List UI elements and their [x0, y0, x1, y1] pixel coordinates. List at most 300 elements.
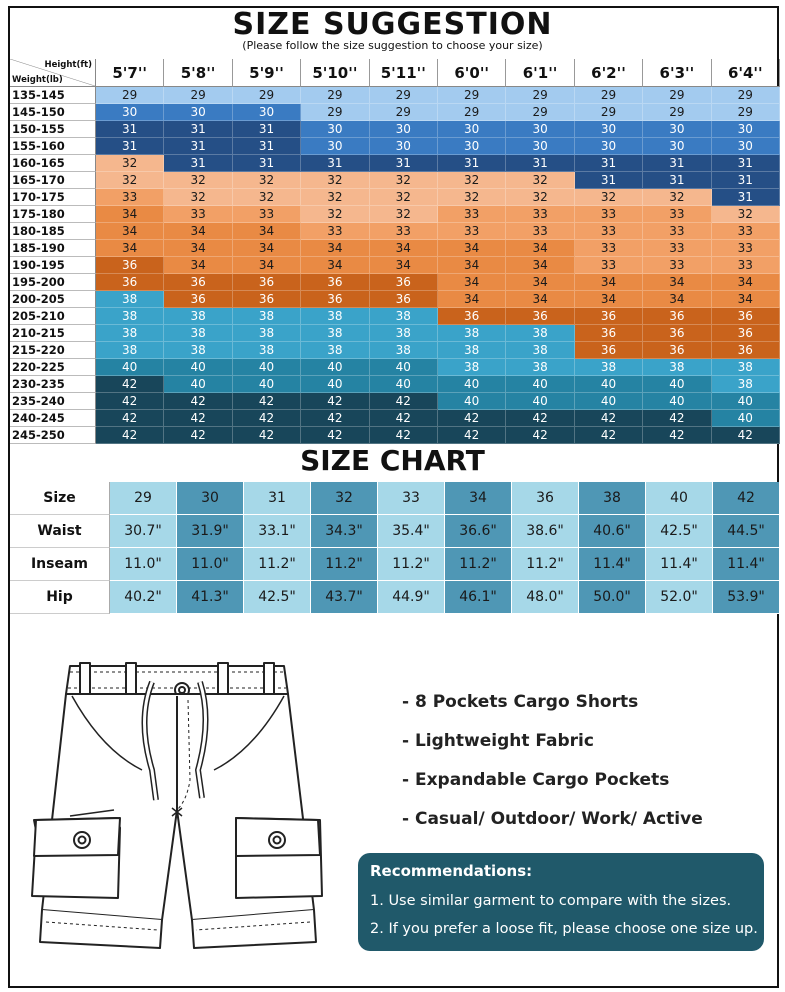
size-cell: 32 [164, 172, 232, 189]
size-cell: 30 [575, 121, 643, 138]
size-cell: 29 [96, 87, 164, 104]
size-cell: 31 [164, 155, 232, 172]
size-cell: 38 [233, 308, 301, 325]
size-cell: 36 [370, 291, 438, 308]
size-cell: 34 [643, 274, 711, 291]
size-cell: 32 [301, 172, 369, 189]
chart-cell: 11.2" [378, 548, 445, 581]
size-cell: 36 [164, 274, 232, 291]
size-cell: 34 [712, 274, 780, 291]
size-cell: 40 [575, 376, 643, 393]
size-cell: 40 [301, 359, 369, 376]
size-cell: 31 [575, 172, 643, 189]
size-cell: 29 [370, 87, 438, 104]
size-cell: 36 [506, 308, 574, 325]
chart-cell: 46.1" [445, 581, 512, 614]
size-cell: 40 [506, 393, 574, 410]
size-cell: 38 [164, 342, 232, 359]
chart-row-label: Inseam [10, 548, 110, 581]
size-cell: 42 [643, 427, 711, 444]
size-cell: 31 [96, 121, 164, 138]
height-header: 6'2'' [575, 59, 643, 87]
size-cell: 34 [370, 257, 438, 274]
size-cell: 38 [301, 308, 369, 325]
size-cell: 33 [643, 257, 711, 274]
size-cell: 33 [506, 206, 574, 223]
size-cell: 30 [643, 121, 711, 138]
size-cell: 42 [96, 393, 164, 410]
weight-row-label: 155-160 [10, 138, 96, 155]
size-cell: 31 [712, 189, 780, 206]
size-cell: 33 [575, 206, 643, 223]
size-cell: 34 [506, 291, 574, 308]
size-cell: 42 [301, 393, 369, 410]
weight-row-label: 215-220 [10, 342, 96, 359]
size-cell: 32 [643, 189, 711, 206]
size-cell: 40 [712, 393, 780, 410]
weight-row-label: 205-210 [10, 308, 96, 325]
size-cell: 42 [712, 427, 780, 444]
size-cell: 36 [712, 308, 780, 325]
height-header: 6'4'' [712, 59, 780, 87]
size-cell: 36 [575, 325, 643, 342]
size-cell: 40 [506, 376, 574, 393]
size-cell: 42 [643, 410, 711, 427]
recommendations-box [358, 853, 764, 951]
size-cell: 38 [575, 359, 643, 376]
size-cell: 40 [438, 376, 506, 393]
size-cell: 29 [575, 87, 643, 104]
size-cell: 38 [96, 308, 164, 325]
size-cell: 33 [506, 223, 574, 240]
size-cell: 30 [506, 121, 574, 138]
chart-cell: 11.2" [445, 548, 512, 581]
size-cell: 31 [643, 155, 711, 172]
chart-row-label: Hip [10, 581, 110, 614]
size-cell: 42 [96, 410, 164, 427]
size-cell: 40 [233, 376, 301, 393]
chart-cell: 40.6" [579, 515, 646, 548]
chart-cell: 44.5" [713, 515, 780, 548]
size-cell: 34 [96, 223, 164, 240]
size-cell: 32 [370, 206, 438, 223]
size-cell: 32 [438, 189, 506, 206]
size-suggestion-title: SIZE SUGGESTION [232, 7, 553, 42]
size-cell: 33 [712, 257, 780, 274]
size-cell: 40 [712, 410, 780, 427]
size-cell: 29 [233, 87, 301, 104]
chart-cell: 11.4" [579, 548, 646, 581]
chart-cell: 40 [646, 482, 713, 515]
weight-row-label: 200-205 [10, 291, 96, 308]
size-cell: 42 [438, 427, 506, 444]
size-cell: 34 [438, 291, 506, 308]
size-cell: 30 [96, 104, 164, 121]
size-cell: 38 [506, 359, 574, 376]
size-cell: 40 [164, 359, 232, 376]
size-cell: 38 [370, 308, 438, 325]
size-cell: 40 [301, 376, 369, 393]
size-cell: 33 [438, 206, 506, 223]
chart-cell: 34.3" [311, 515, 378, 548]
weight-row-label: 135-145 [10, 87, 96, 104]
chart-cell: 31 [244, 482, 311, 515]
size-cell: 29 [506, 87, 574, 104]
size-cell: 29 [643, 104, 711, 121]
size-cell: 34 [370, 240, 438, 257]
size-cell: 42 [164, 410, 232, 427]
size-cell: 30 [233, 104, 301, 121]
size-cell: 31 [233, 138, 301, 155]
size-cell: 38 [233, 342, 301, 359]
size-cell: 32 [506, 172, 574, 189]
feature-item: - Casual/ Outdoor/ Work/ Active [402, 809, 703, 829]
size-cell: 42 [575, 410, 643, 427]
size-cell: 33 [301, 223, 369, 240]
size-cell: 42 [370, 427, 438, 444]
size-cell: 38 [96, 325, 164, 342]
size-cell: 30 [301, 121, 369, 138]
size-cell: 38 [301, 342, 369, 359]
size-cell: 42 [301, 410, 369, 427]
size-cell: 30 [506, 138, 574, 155]
size-cell: 32 [370, 189, 438, 206]
size-cell: 29 [506, 104, 574, 121]
size-cell: 32 [506, 189, 574, 206]
size-cell: 40 [438, 393, 506, 410]
size-cell: 34 [575, 274, 643, 291]
chart-cell: 38 [579, 482, 646, 515]
size-cell: 42 [506, 410, 574, 427]
size-cell: 38 [301, 325, 369, 342]
chart-cell: 53.9" [713, 581, 780, 614]
size-cell: 31 [712, 172, 780, 189]
chart-cell: 11.0" [110, 548, 177, 581]
size-cell: 36 [96, 274, 164, 291]
size-cell: 31 [438, 155, 506, 172]
size-cell: 36 [643, 325, 711, 342]
chart-cell: 34 [445, 482, 512, 515]
table-corner-header [10, 59, 96, 87]
size-cell: 38 [96, 342, 164, 359]
size-cell: 36 [643, 308, 711, 325]
chart-cell: 33 [378, 482, 445, 515]
chart-cell: 52.0" [646, 581, 713, 614]
height-header: 6'1'' [506, 59, 574, 87]
size-cell: 34 [575, 291, 643, 308]
size-cell: 33 [643, 206, 711, 223]
weight-row-label: 185-190 [10, 240, 96, 257]
size-cell: 40 [643, 393, 711, 410]
size-cell: 31 [575, 155, 643, 172]
size-cell: 33 [712, 223, 780, 240]
size-cell: 31 [506, 155, 574, 172]
size-cell: 29 [575, 104, 643, 121]
size-cell: 31 [164, 121, 232, 138]
weight-row-label: 240-245 [10, 410, 96, 427]
size-cell: 42 [370, 393, 438, 410]
weight-row-label: 180-185 [10, 223, 96, 240]
size-cell: 30 [370, 121, 438, 138]
size-cell: 38 [712, 376, 780, 393]
size-cell: 32 [233, 172, 301, 189]
size-cell: 32 [301, 206, 369, 223]
size-cell: 36 [438, 308, 506, 325]
chart-cell: 42.5" [646, 515, 713, 548]
size-cell: 38 [506, 342, 574, 359]
height-header: 6'0'' [438, 59, 506, 87]
size-cell: 36 [164, 291, 232, 308]
size-cell: 40 [164, 376, 232, 393]
size-cell: 42 [233, 410, 301, 427]
size-cell: 32 [233, 189, 301, 206]
chart-cell: 50.0" [579, 581, 646, 614]
size-cell: 30 [370, 138, 438, 155]
size-cell: 34 [96, 240, 164, 257]
size-cell: 36 [643, 342, 711, 359]
size-cell: 42 [96, 427, 164, 444]
size-cell: 38 [438, 359, 506, 376]
size-cell: 38 [96, 291, 164, 308]
size-cell: 42 [438, 410, 506, 427]
size-cell: 30 [712, 121, 780, 138]
chart-cell: 11.4" [646, 548, 713, 581]
size-cell: 33 [370, 223, 438, 240]
height-header: 5'11'' [370, 59, 438, 87]
size-chart-title: SIZE CHART [300, 444, 485, 477]
size-cell: 34 [712, 291, 780, 308]
recommendations-title: Recommendations: [370, 862, 533, 880]
size-cell: 33 [96, 189, 164, 206]
size-cell: 33 [575, 257, 643, 274]
chart-cell: 33.1" [244, 515, 311, 548]
size-cell: 33 [712, 240, 780, 257]
weight-row-label: 175-180 [10, 206, 96, 223]
size-suggestion-subtitle: (Please follow the size suggestion to choose your size) [242, 39, 543, 52]
size-cell: 36 [233, 291, 301, 308]
size-cell: 29 [301, 87, 369, 104]
size-cell: 42 [370, 410, 438, 427]
size-cell: 40 [233, 359, 301, 376]
size-cell: 40 [643, 376, 711, 393]
chart-cell: 11.2" [512, 548, 579, 581]
chart-cell: 36 [512, 482, 579, 515]
size-cell: 33 [643, 240, 711, 257]
size-cell: 38 [643, 359, 711, 376]
size-cell: 34 [233, 257, 301, 274]
size-cell: 36 [712, 325, 780, 342]
size-cell: 30 [712, 138, 780, 155]
size-cell: 34 [438, 240, 506, 257]
chart-cell: 35.4" [378, 515, 445, 548]
size-cell: 33 [643, 223, 711, 240]
size-cell: 30 [301, 138, 369, 155]
size-cell: 29 [712, 104, 780, 121]
size-cell: 36 [301, 291, 369, 308]
size-cell: 40 [370, 359, 438, 376]
size-cell: 32 [438, 172, 506, 189]
chart-cell: 48.0" [512, 581, 579, 614]
size-cell: 36 [301, 274, 369, 291]
size-cell: 38 [438, 325, 506, 342]
weight-row-label: 160-165 [10, 155, 96, 172]
size-cell: 30 [438, 121, 506, 138]
chart-cell: 42 [713, 482, 780, 515]
size-cell: 33 [438, 223, 506, 240]
size-cell: 42 [164, 393, 232, 410]
chart-cell: 31.9" [177, 515, 244, 548]
size-cell: 32 [712, 206, 780, 223]
size-cell: 34 [301, 240, 369, 257]
size-cell: 36 [233, 274, 301, 291]
chart-cell: 38.6" [512, 515, 579, 548]
size-cell: 36 [96, 257, 164, 274]
size-chart-table [10, 482, 780, 614]
size-cell: 42 [233, 427, 301, 444]
chart-cell: 41.3" [177, 581, 244, 614]
size-cell: 40 [370, 376, 438, 393]
weight-axis-label: Weight(lb) [12, 75, 63, 85]
chart-cell: 11.0" [177, 548, 244, 581]
size-cell: 32 [301, 189, 369, 206]
size-cell: 38 [233, 325, 301, 342]
weight-row-label: 210-215 [10, 325, 96, 342]
weight-row-label: 190-195 [10, 257, 96, 274]
size-cell: 38 [164, 308, 232, 325]
size-cell: 31 [370, 155, 438, 172]
cargo-shorts-illustration [22, 660, 332, 960]
height-header: 6'3'' [643, 59, 711, 87]
feature-list [402, 683, 772, 839]
size-cell: 38 [712, 359, 780, 376]
chart-cell: 43.7" [311, 581, 378, 614]
size-cell: 36 [575, 308, 643, 325]
weight-row-label: 230-235 [10, 376, 96, 393]
size-cell: 38 [370, 325, 438, 342]
size-cell: 29 [438, 87, 506, 104]
size-cell: 38 [164, 325, 232, 342]
chart-cell: 29 [110, 482, 177, 515]
size-cell: 30 [164, 104, 232, 121]
size-cell: 31 [233, 155, 301, 172]
size-cell: 38 [370, 342, 438, 359]
size-cell: 42 [164, 427, 232, 444]
size-cell: 42 [301, 427, 369, 444]
size-cell: 30 [575, 138, 643, 155]
size-cell: 42 [233, 393, 301, 410]
size-cell: 36 [370, 274, 438, 291]
size-cell: 34 [438, 257, 506, 274]
feature-item: - Lightweight Fabric [402, 731, 594, 751]
size-cell: 34 [301, 257, 369, 274]
chart-cell: 42.5" [244, 581, 311, 614]
size-cell: 38 [506, 325, 574, 342]
size-cell: 31 [643, 172, 711, 189]
size-cell: 29 [370, 104, 438, 121]
size-cell: 42 [96, 376, 164, 393]
size-cell: 29 [438, 104, 506, 121]
chart-cell: 32 [311, 482, 378, 515]
size-cell: 29 [712, 87, 780, 104]
size-cell: 34 [438, 274, 506, 291]
height-axis-label: Height(ft) [44, 60, 92, 70]
size-cell: 34 [164, 223, 232, 240]
size-suggestion-table [10, 59, 780, 442]
weight-row-label: 195-200 [10, 274, 96, 291]
chart-cell: 36.6" [445, 515, 512, 548]
chart-cell: 44.9" [378, 581, 445, 614]
size-cell: 42 [575, 427, 643, 444]
size-cell: 32 [370, 172, 438, 189]
chart-cell: 11.2" [244, 548, 311, 581]
size-cell: 32 [96, 155, 164, 172]
size-cell: 34 [164, 240, 232, 257]
size-cell: 38 [438, 342, 506, 359]
size-cell: 34 [643, 291, 711, 308]
chart-row-label: Waist [10, 515, 110, 548]
size-cell: 34 [233, 223, 301, 240]
size-cell: 40 [575, 393, 643, 410]
weight-row-label: 150-155 [10, 121, 96, 138]
chart-cell: 40.2" [110, 581, 177, 614]
height-header: 5'9'' [233, 59, 301, 87]
size-cell: 30 [438, 138, 506, 155]
size-cell: 29 [164, 87, 232, 104]
weight-row-label: 220-225 [10, 359, 96, 376]
feature-item: - 8 Pockets Cargo Shorts [402, 692, 639, 712]
size-cell: 29 [643, 87, 711, 104]
weight-row-label: 170-175 [10, 189, 96, 206]
feature-item: - Expandable Cargo Pockets [402, 770, 670, 790]
size-cell: 32 [164, 189, 232, 206]
size-cell: 40 [96, 359, 164, 376]
size-cell: 34 [96, 206, 164, 223]
size-cell: 31 [96, 138, 164, 155]
size-cell: 33 [164, 206, 232, 223]
chart-cell: 30 [177, 482, 244, 515]
height-header: 5'10'' [301, 59, 369, 87]
size-cell: 34 [506, 240, 574, 257]
height-header: 5'8'' [164, 59, 232, 87]
size-cell: 32 [575, 189, 643, 206]
weight-row-label: 235-240 [10, 393, 96, 410]
weight-row-label: 145-150 [10, 104, 96, 121]
size-cell: 31 [712, 155, 780, 172]
chart-cell: 11.4" [713, 548, 780, 581]
recommendation-item: 1. Use similar garment to compare with the sizes. [370, 893, 732, 909]
weight-row-label: 165-170 [10, 172, 96, 189]
size-cell: 31 [233, 121, 301, 138]
size-cell: 32 [96, 172, 164, 189]
chart-row-label: Size [10, 482, 110, 515]
size-cell: 34 [164, 257, 232, 274]
size-cell: 33 [233, 206, 301, 223]
size-cell: 33 [575, 240, 643, 257]
size-cell: 34 [506, 274, 574, 291]
size-cell: 42 [506, 427, 574, 444]
size-cell: 29 [301, 104, 369, 121]
size-cell: 33 [575, 223, 643, 240]
size-cell: 34 [506, 257, 574, 274]
size-cell: 36 [712, 342, 780, 359]
weight-row-label: 245-250 [10, 427, 96, 444]
size-cell: 30 [643, 138, 711, 155]
size-cell: 31 [164, 138, 232, 155]
height-header: 5'7'' [96, 59, 164, 87]
chart-cell: 30.7" [110, 515, 177, 548]
chart-cell: 11.2" [311, 548, 378, 581]
recommendation-item: 2. If you prefer a loose fit, please choose one size up. [370, 921, 758, 937]
